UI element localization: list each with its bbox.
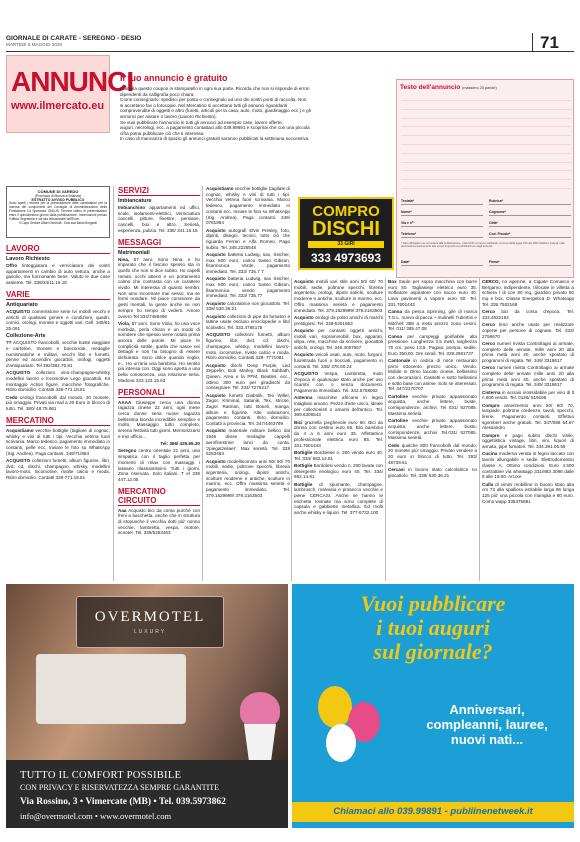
overmotel-address: Via Rossino, 3 • Vimercate (MB) • Tel. 039.5973862 (20, 797, 226, 807)
compro-dischi-ad (298, 197, 394, 270)
column-4 (294, 279, 383, 580)
ad-item: Acquisto mobili vari stile anni 50/ 60/ 70 mobili, sedie, poltrone specchi, libreria argenteria, orologi, dipinti antichi, sculture moderne e antiche, sculture in marmo, ecc. Offro massima serietà e pagamento immediato. Tel. 379.1629999/ 379.2163503 (294, 279, 383, 313)
section-varie: VARIE (6, 290, 110, 300)
promo-cta[interactable]: Chiamaci allo 039.99891 - publiinenetweek.it (292, 802, 574, 822)
ad-item: Acquisto collezioni di pipe da fumatori e lattine usate escluso enciclopedie e libri scolastici. Tel. 333.4785175 (206, 313, 290, 331)
col-rule-2 (202, 186, 203, 581)
notice-sign: Il Capo Settore Affari Generali - Dott.ssa Ilaria Morganti (19, 220, 97, 225)
intro-line: cifra potrai pubblicare ciò che ti interessa. (120, 130, 205, 136)
intro-line: Se vuoi pubblicare l'annuncio in tutti gli annunci ad esempio case, lavoro offerte, (120, 119, 283, 125)
header-rule (6, 51, 574, 52)
ad-item: Compro e pago subito dischi vinile, oggettistica vintage, libri, vini, liquori di annata, pipe fumatori. Tel. 334.391.06.56 (482, 432, 574, 450)
coupon-privacy: * Dati obbligatori per procedere alla pubblicazione. I dati NON verranno pubblicati. Ai sensi della legge 196 del 2003 l'Editore tratterà i dati personali esclusivamente allo scopo di gestire la pubblicazione degli annunci. (401, 242, 565, 249)
promo-body (412, 702, 562, 747)
notice-sub: (Provincia di Monza e Brianza) (34, 194, 82, 198)
auguri-promo-ad (292, 584, 574, 828)
ad-item: Cercasi in buono stato calcolatrice no giocattolo. Tel. 338/ 530.36.21 (388, 466, 477, 478)
column-1 (6, 240, 110, 580)
coupon-fields (401, 197, 571, 238)
coupon-field[interactable]: Cognome* (489, 208, 571, 216)
coupon-text-lines[interactable] (401, 92, 571, 192)
intro-box (116, 55, 396, 195)
ad-item: Aaa Acquisto bici da corsa purché con freni a bacchetta, anche che in struttura di stopuoche il vecchia dotti più' nonno vecchie, lambretta, vespa, motore, scooter. Tel. 339/5253463 (118, 507, 200, 536)
ad-item: Acquisto batteria Ludwig, sax Seicher, max 500 euro, carico basso Gibson, fisarmonica vendo pagamento immediato. Tel. 333/ 735.77 (206, 276, 290, 299)
coupon-field[interactable]: Telefono* (401, 230, 483, 238)
ad-item: Acquistiamo vecchie bottiglie (tagliare di cognac, whisky e vini di tutti i tipi. Vecchia vetrina fuori scrivania. Marco tedesco, pagamento immediato in contanti, pelle ecc. Inviare le foto su WhatsApp (Sig. Andrea). Paga contanti. 349/71/864 (6, 427, 110, 456)
section-personali: PERSONALI (118, 388, 200, 398)
ad-item: Viola, 57 anni. Sono Viola, ho una voce morbida, perla chiara e un modo di sorridere che spesso viene notato prima ancora delle parole. Mi piace le complicità sottile, quella che nasce nei dettagli e non ha bisogno di essere dichiarata. Sono dolce quando voglio, e... Ho un'aria una bambina. Ho sentito più intensa con. Oggi sono aperta a una bella conoscenza, una relazione seria. Madona 333.123.15.63 (118, 320, 200, 383)
promo-line3: sul giornale? (373, 639, 493, 664)
ad-item: Cantonale in cedica di noce restaurato primi ottocento prezzo unico. Vendo. Mobile in Olmo laccato cinese, bellissimo con decorazioni. Cassetti e sotto bellissimi e sotto base con anime. Solo se interessati. Tel. 347/2170707 (388, 357, 477, 392)
ad-item: Cerco timo anche usato per realizzare coperte per persone di cognate. Tel. 333/ 2756670 (482, 322, 574, 339)
coupon-field[interactable]: Cod. Fiscale* (489, 230, 571, 238)
coupon-field[interactable]: Rubrica* (489, 197, 571, 205)
ad-item: Nina, 57 anni. Sono Nina, e ho imparato che il fascino spesso sta in quello che non si dice subito. Ho capelli ramati, occhi attenti e un portamento calmo che contrasta con un carattere vivido. Mi interessa di quanto sembri. Non amo incontrare mai sesso, ma se fermi nondare. Mi piace conoscere da gesti mentali, la gente anche se non sempre ho tempo di vederti. Amore ovvero Tel 334/7486496 (118, 256, 200, 319)
col-rule-4 (385, 278, 386, 581)
ad-item: Culla di vimini mobilline in buono stato alta cm 73 alla spalliera estrabile larga 66 lunga 125 più' una piccola con maniglia e 80 euro. Como wapp 335375681 (482, 481, 574, 504)
column-5 (388, 279, 477, 580)
ad-item: CERCO, no agenzie, a Cigiate Comasco e Bergamo, indipendente, trilocale in villetta a schiera l di con 80 mq, giardino privato 50 mq e box. Classe Energetica D. Whatsapp Tel. 339.7583168 (482, 279, 574, 307)
intro-line: auguri, necrologi, ecc. a pagamento contattaci allo 039.99691 e scoprirai che con una piccola (120, 125, 310, 131)
balloons-icon (312, 680, 392, 792)
ad-item: Cerco bici da corsa d'epoca. Tel. 333.4632184 (482, 309, 574, 320)
column-3 (206, 186, 290, 580)
intro-line: dipendenti da calligrafia poco chiara. (120, 91, 195, 97)
overmotel-logo: OVERMOTEL (94, 609, 206, 625)
ad-item: Cedo orologi francobolli dal mondo, 20 monete, più omaggio. Privati via mail a 20 Euro in blocco di tutto. Tel. 380/ 48.75.961 (6, 394, 110, 412)
column-2 (118, 186, 200, 580)
notice-sub2: ESTRATTO AVVISO PUBBLICO (31, 198, 85, 202)
intro-line: Come consegnarlo: spedisci per posta o consegnalo ad uno dei nostri punti di raccolta. Non (120, 97, 307, 103)
ad-item: Cucina moderna verata in legno laccato con tavolo allungabile e sedie. Elettrodomestici classe A. Ottimo condizioni. Euro 4.500 contrattare via whatsapp 331/863 3098 dalle 9 alle 19:00. Arcore (482, 451, 574, 480)
ad-item: ACQUISTO collezioni vino-champagne-whisky modellini lavoro e locomotive Lego giocattoli, Kit montaggio Action figure, macchine fotografiche. Ritiro domicilio. Contatti 328-771.18.81 (6, 370, 110, 393)
coupon-title: Testo dell'annuncio (massimo 20 parole) (400, 84, 497, 91)
public-notice (6, 186, 110, 238)
intro-line: compravendite di oggetti e altro (furetti, articoli per la casa, auto, moto, giardinaggio ecc.) e gli (120, 108, 311, 114)
ad-item: ACQUISTO collezioni fumetti, album figurine, libri, dvd, cd, dischi, champagne, whisky, modellini lavoro-moto, locomotive, rivolte calcio e moda. Ritiro domicilio. Contatti 329-771.18.81 (6, 457, 110, 481)
ad-item: Acquisto per contanti oggetti antichi, mobili vari, soprammobili, box, apparati, vilipa, rete, macchine da scrivere, giocattoli antichi, orologi. Tel. 346.4057567 (294, 327, 383, 350)
brand-site[interactable]: www.ilmercato.eu (11, 100, 105, 112)
compro-l3: 33 GIRI (308, 241, 384, 248)
promo-body-1: Anniversari, (449, 702, 525, 717)
cupcake-icon (234, 692, 286, 764)
section-servizi: SERVIZI (118, 186, 200, 196)
ad-item: Acquisto orologi da polso antichi di marchi prestigiosi. Tel. 338-5251963 (294, 314, 383, 326)
ad-item: Acquisto batteria Ludwig, sax, Seicher, max 500 euro, carico basso Gibson, fisarmonica Verde, pagamento immediato. Tel. 333/ 735.7 7 (206, 251, 290, 275)
promo-line2: i tuoi auguri (376, 615, 490, 640)
section-mercatino: MERCATINO (6, 416, 110, 426)
ad-item: Bottiglie di spumante, champagne, lambrusch, malvasia e prosecco vecchie e piene CERCASI. Anche se hanno le etichette rovinate ma sono complete di capsula e gabbiette metallica. Ed molti anche whisky e liquori. Tel. 377-6732.100 (294, 481, 383, 516)
ad-item: Acquisto fumetti Diabolik, Tex Willer, Zagor, Kriminal, Satanik, Tex, stricse, Zagor Ratman, tutti Boneli, manga, album e figurine. Alte valutazioni, pagamento contanti, ritiro domicilio. Contatti a provincia. Tel. 347/4463799 (206, 392, 290, 427)
section-messaggi: MESSAGGI (118, 238, 200, 248)
ad-item: Bottiglie Bordolese n. 200 vendo euro 40. Tel. 334/ 682.14.81 (294, 449, 383, 461)
ad-item: ACQUISTO commissione serie tv/ mobili vecchi e antichi di qualsiasi genere e condizioni, quadri, cornici, orologi, monete e oggetti vari. Cell. 349/61 25.061 (6, 308, 110, 331)
sub-antiquariato: Antiquariato (6, 301, 38, 308)
col-rule-5 (479, 278, 480, 581)
notice-body: Sono aperti i termini per la presentazione delle candidature per la nomina dei componenti del Consiglio di Amministrazione della Fondazione 'La Speranza' ONLUS. Termine ultimo di presentazione entro il quindicesimo giorno dalla pubblicazione. Informazioni presso l'Ufficio Segreteria e sul sito istituzionale dell'Ente. (9, 201, 107, 221)
ad-item: Bottiglie Bordolesi vendo n. 200 lavate con detergente enologico euro 40. Tel. 334/ 682.14.81 (294, 462, 383, 480)
coupon-date-field[interactable]: Data* (401, 258, 483, 266)
overmotel-logo-box (76, 596, 224, 648)
bed-shape (36, 654, 186, 724)
ad-item: Acquisto materiale militare bellico dal 1945 divise medaglie cappelli aerofinestrine lanci da conta. 'zpiegatzeliaer'. Max serietà. Tel. 328 5253463 (206, 428, 290, 457)
promo-body-3: nuovi nati... (450, 732, 524, 747)
ad-item: Canoa per campeggi gonfiabile alta pressione. Lunghezza 3,5 metri, larghezza 75 cm, peso 13,5. Pagaia, pompa, sedile. Euro 350,00. Ore serali. Tel. 329.2981737 (388, 333, 477, 356)
notice-head: COMUNE DI VAREDO (37, 189, 79, 194)
ad-item: Offro tinteggiatura e verniciatura dei vostri appartamenti in cambio di auto vettura, anche a gasolio, ma funzionante bene. Valuto le due cose assieme. Tel. 338/24/11.16.18 (6, 263, 110, 286)
promo-line1: Vuoi pubblicare (360, 591, 506, 616)
ad-item: Acquisto autografi Elvis Presley, foto, dipinti, disegni, tecnici, tutto ciò che riguarda Ferrari e Alfa Romeo. Pago subito. Tel. 348.2225548 (206, 227, 290, 250)
ad-item: Cerco numeri rivista Controllagio ai armate completo delle annate mille anni 20 alla prima metà anni 40, anche spostato di programmi di regata. Tel. 349/ 3318617 (482, 365, 574, 388)
page-number-divider (532, 33, 533, 51)
section-mercatino-circuito: MERCATINO CIRCUITO (118, 487, 200, 506)
overmotel-line1: TUTTO IL COMFORT POSSIBILE (20, 770, 182, 781)
ad-item: Acquistiamo vecchie bottiglie (tagliate di cognac, whisky e vini di tutti i tipi. Vecchia vetrina fuori scrivania. Marco tedesco, pagamento immediato in contanti ecc. Inviare le foto su WhatsApp (Sig. Andrea). Paga contanti. 349/ 0781864 (206, 186, 290, 226)
ad-item: Cedo qualche 800 francobolli dal mondo, 20 monete più' omaggio. Privato vendere a 20 euro in blocco di tutto. Tel. 393/ 48739.61 (388, 442, 477, 465)
coupon-field[interactable]: Città* (489, 219, 571, 227)
paper-date: MARTEDÌ 5 MAGGIO 2020 (6, 42, 63, 47)
ad-item: Cartoline vecchie privato appassionato acquista, anche lettere, buste, corrispondenze, archivi. Tel.031/ 927085. Massima serietà (388, 418, 477, 441)
coupon-field[interactable]: Nome* (401, 208, 483, 216)
overmotel-web[interactable]: info@overmotel.com • www.overmotel.com (20, 811, 172, 821)
intro-line: annunci per aiutare o lavoro (Lavoro Richiesto). (120, 113, 217, 119)
ad-item: Cerco numeri rivista Controllagio ai armate, completo delle annate, mille anni 20 alla prima metà anni 40, anche spostato di programmi di regata. Tel. 349/ 3318617 (482, 340, 574, 363)
coupon-sign-field[interactable]: Firma* (489, 258, 571, 266)
ad-item: AAAA Giuseppe cerca una donna ragazza cinese 22 anni, ogni mese cerca donne seria nuove ragazza bellissima bionda incredibile semplice e molto. Massaggio tutto completo, serena festività tutti giorni. Memorizzarsi e mio ufficio... (118, 399, 200, 439)
overmotel-line2: CON PRIVACY E RISERVATEZZA SEMPRE GARANTITE (20, 783, 220, 792)
intro-title: Il tuo annuncio è gratuito (120, 73, 228, 83)
ad-item: Box Saule per sopra macchina con barre euro 50. Tagliasiepi elettrico euro 35. Soffiatore aspiratore con sacco euro 40. Lava pavimenti a vapore euro 50. Tel. 331.7601443 (388, 279, 477, 307)
ad-phone: Tel: 366/ 425.65.30 (160, 441, 200, 447)
coupon-field[interactable]: Testata* (401, 197, 483, 205)
overmotel-sub: LUXURY (133, 629, 167, 635)
ad-item: ?? ACQUISTO francobolli, vecchie buste viaggiate e cartoline, monete e banconote, medaglie numismatiche e militari, vecchi libri e fumetti, penne ed accendini giocattoli, orologi, oggetti d'antiquariato. Tel 392/382.75.91 (6, 340, 110, 369)
promo-body-2: compleanni, lauree, (426, 717, 548, 732)
compro-l2: DISCHI (312, 218, 380, 240)
intro-line: Compila questo coupon in stampatello in ogni sua parte. Ricorda che non si risponde di errori (120, 86, 310, 91)
col-rule-1 (113, 186, 114, 581)
col-rule-3 (291, 278, 292, 581)
compro-l1: COMPRO (312, 203, 380, 220)
coupon-form (396, 79, 574, 278)
coupon-date-sign (401, 258, 571, 266)
intro-text (120, 86, 396, 142)
ad-item: Imbianchino appartamenti ed uffici, scale, isolamenti-elettrici, Verniciatura cancelli, pitture, finestre, persiane, cancelli, box e altro. Serietà, esperienza, pulizia. Tel. 338/ 341.16.15 (118, 205, 200, 233)
ad-item: Acquisto modellinomoto anni 50/ 60/ 70 mobili, sedie, poltrone specchi, libreria argenteria, orologi, dipinti antichi, sculture moderne e antiche, sculture in marmo, ecc. Offro massima serietà e pagamento immediato. Tel. 379.1629999/ 379.2163503 (206, 458, 290, 498)
ad-item: Canna da pesca Spinning, gile di marca T.G.L. nuovo di pacca + mulinelli Tubertini e Mitchell 358 a meta prezzo zona Lesmi. Tel. 011/ 385.47.08 (388, 309, 477, 332)
sub-collezione-arte: Collezione-Arte (6, 333, 46, 340)
overmotel-ad (6, 584, 288, 828)
section-lavoro: LAVORO (6, 244, 110, 254)
ad-item: Acquisto calcolatrice non giocattolo. Tel. 338/ 530.36.21 (206, 300, 290, 312)
intro-line: si accettano fax o fotocopie. Nel Mercatino si accettano tutti gli annunci riguardanti (120, 102, 288, 108)
page-number: 71 (540, 33, 559, 52)
paper-name: GIORNALE DI CARATE - SEREGNO - DESIO (6, 35, 142, 42)
ad-item: Acquisto veicoli usati, auto, moto, furgoni, fuoristrada fuori o bocciati, pagamento in contanti. Tel. 338/ 378.50.24 (294, 352, 383, 369)
intro-line: In caso di mancanza di spazio gli annunci gratuiti saranno pubblicati la settimana successiva. (120, 136, 310, 142)
ad-item: Cisterna in acciaio inossidabile per vino di lt n 600 vendo. Tel. 0126/ 519196 (482, 389, 574, 401)
column-6 (482, 279, 574, 580)
ad-item: ACQUISTO collezioni fumetti, album figurine, libri, dvd, cd, dischi, champagne, whisky, modellini lavoro-moto, locomotive, riviste calcio e moda. Ritiro domicilio. Contatti 328- 7771081 (206, 332, 290, 361)
sub-imbiancature: Imbiancature (118, 198, 152, 204)
ad-item: Compro amerimento anni 50/ 60/ 70, lampade, poltrone credenze, tavoli, specchi, lirerie. Pagamento contanti. Effettuo sgomberi anche gratuiti. Tel. 347/086 54.67 Alessandro (482, 402, 574, 431)
brand-title: ANNUNCI (11, 66, 134, 97)
ad-item: ACQUISTO Vespa, Lambretta, moto d'epoca in qualunque stato anche per uso ricambi con o senza documenti. Pagamento immediato. Tel. 342.5758002 (294, 370, 383, 394)
ad-item: Bici graziella pieghevole euro 60. Bici da donna con cestino euro 65. Bici bambino da 4 a 6 anni euro 35. Affettatrice professionale elettrica euro 85. Tel. 331.7601443 (294, 419, 383, 448)
coupon-field[interactable]: Via e n°* (401, 219, 483, 227)
ad-item: Seregno centro orientale 21 anni, una simpatica con il taglio perfetta per momenti di relax con massaggi i lassano rilassantissimi. Tutti i giorni. Zona riservata. Solo italiani. T el 339 447.12.05 (118, 448, 200, 482)
brand-box (6, 55, 134, 133)
ad-item: Acquisto dischi Deep Purple, Led Zeppelin, Bob Marley, Black Sabbath, Queen, Area e la PFM, Beatles, ecc., ottimo 300 euro per giradischi da consegnare. Tel. 333/ 7275217 (206, 362, 290, 391)
ad-item: Antenna macchine africane in legno intagliato amano. Pezzo d'arte unico, ideale per collezionisti o amanti dell'antico. Tel. 389.6306543 (294, 395, 383, 418)
ad-item: Cartoline vecchie privato appassionato acquista, anche lettere, buste, corrispondenze, archivi. Tel 031/ 927085. Massima serietà (388, 393, 477, 416)
sub-lavoro-richiesto: Lavoro Richiesto (6, 256, 50, 262)
compro-phone: 333 4973693 (310, 251, 382, 265)
sub-matrimoniali: Matrimoniali (118, 249, 150, 256)
